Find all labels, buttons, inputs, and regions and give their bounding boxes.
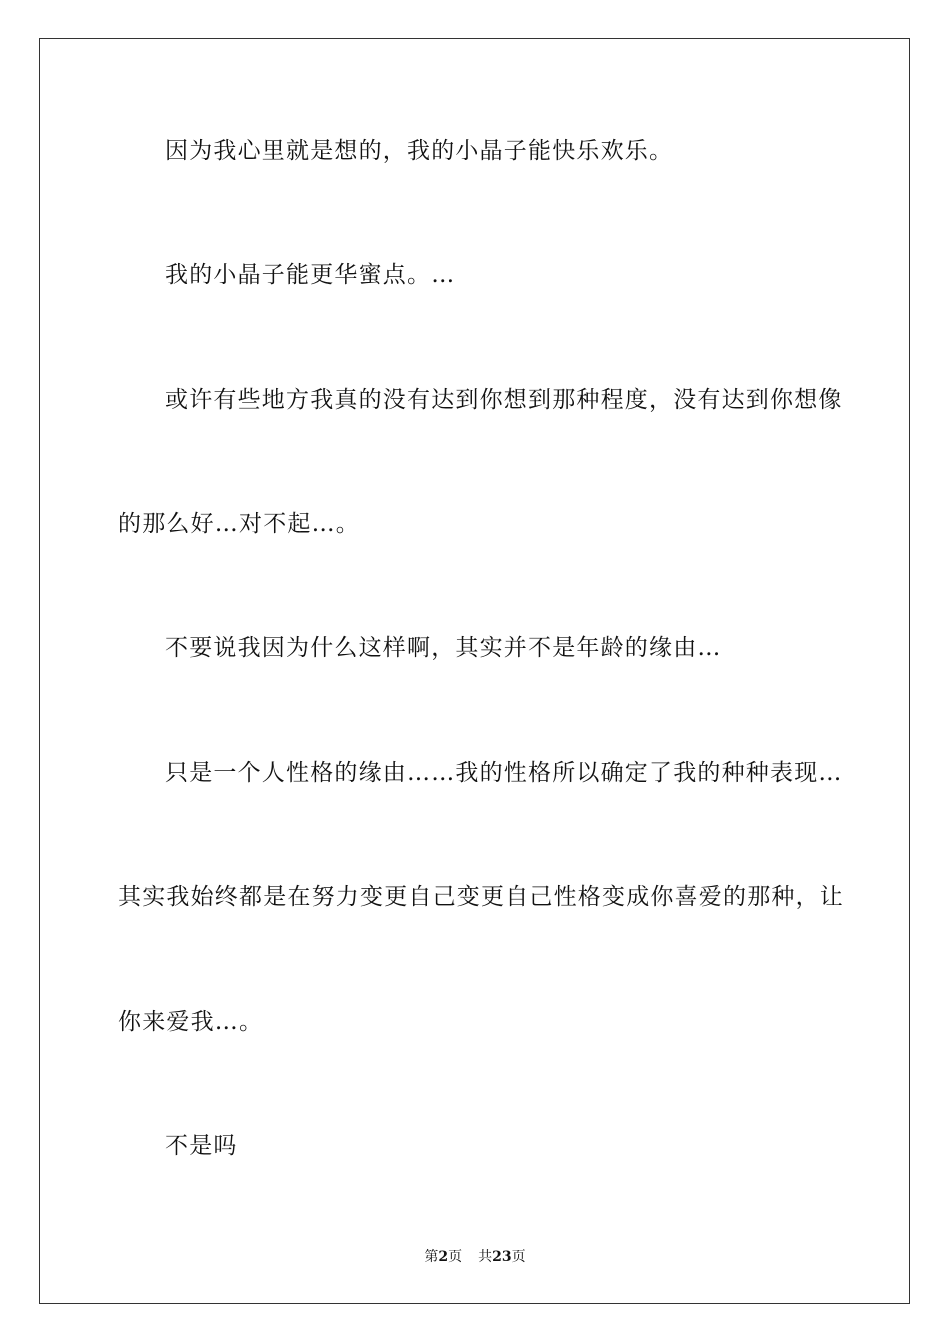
paragraph-line-1: 因为我心里就是想的，我的小晶子能快乐欢乐。 bbox=[165, 138, 674, 164]
paragraph-line-4: 的那么好…对不起…。 bbox=[118, 511, 360, 537]
paragraph-line-3: 或许有些地方我真的没有达到你想到那种程度，没有达到你想像 bbox=[165, 387, 843, 413]
paragraph-line-9: 不是吗 bbox=[165, 1133, 238, 1159]
paragraph-line-8: 你来爱我…。 bbox=[118, 1009, 264, 1035]
paragraph-line-2: 我的小晶子能更华蜜点。… bbox=[165, 262, 456, 288]
page-prefix: 第 bbox=[424, 1249, 439, 1265]
total-pages: 23 bbox=[492, 1249, 512, 1265]
paragraph-line-6: 只是一个人性格的缘由……我的性格所以确定了我的种种表现… bbox=[165, 760, 843, 786]
total-prefix: 共 bbox=[478, 1249, 493, 1265]
page-border bbox=[39, 38, 910, 1304]
paragraph-line-5: 不要说我因为什么这样啊，其实并不是年龄的缘由… bbox=[165, 635, 722, 661]
total-suffix: 页 bbox=[511, 1249, 526, 1265]
page-suffix: 页 bbox=[448, 1249, 463, 1265]
page-number: 2 bbox=[438, 1249, 449, 1265]
paragraph-line-7: 其实我始终都是在努力变更自己变更自己性格变成你喜爱的那种，让 bbox=[118, 884, 844, 910]
page-footer bbox=[0, 1248, 950, 1266]
